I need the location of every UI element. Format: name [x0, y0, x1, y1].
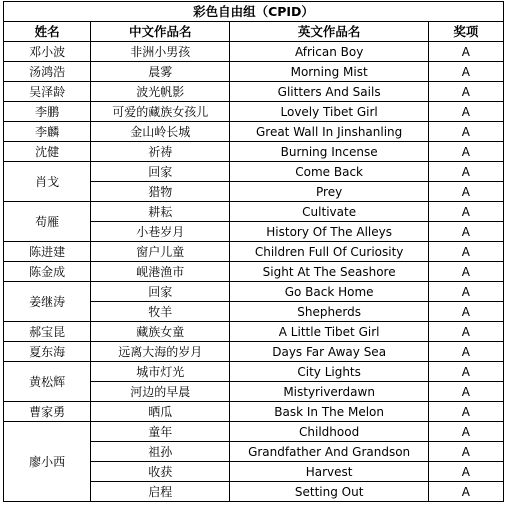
en-title: Cultivate: [230, 202, 428, 222]
header-row: [4, 22, 504, 42]
cn-title: 猎物: [91, 182, 230, 202]
cn-title: 可爱的藏族女孩儿: [91, 102, 230, 122]
award: A: [428, 162, 503, 182]
en-title: Shepherds: [230, 302, 428, 322]
en-title: City Lights: [230, 362, 428, 382]
cn-title: 回家: [91, 282, 230, 302]
award: A: [428, 202, 503, 222]
award: A: [428, 102, 503, 122]
award: A: [428, 482, 503, 502]
cn-title: 岘港渔市: [91, 262, 230, 282]
table-row: [4, 362, 504, 382]
en-title: Great Wall In Jinshanling: [230, 122, 428, 142]
awards-table: [3, 1, 504, 502]
en-title: Come Back: [230, 162, 428, 182]
award: A: [428, 122, 503, 142]
author-name: 苟雁: [4, 202, 91, 242]
table-row: [4, 282, 504, 302]
cn-title: 波光帆影: [91, 82, 230, 102]
award: A: [428, 402, 503, 422]
en-title: Children Full Of Curiosity: [230, 242, 428, 262]
award: A: [428, 182, 503, 202]
table-row: [4, 142, 504, 162]
cn-title: 晒瓜: [91, 402, 230, 422]
cn-title: 非洲小男孩: [91, 42, 230, 62]
table-row: [4, 42, 504, 62]
award: A: [428, 422, 503, 442]
author-name: 陈金成: [4, 262, 91, 282]
en-title: Mistyriverdawn: [230, 382, 428, 402]
cn-title: 金山岭长城: [91, 122, 230, 142]
table-title: 彩色自由组（CPID）: [4, 2, 504, 22]
cn-title: 回家: [91, 162, 230, 182]
author-name: 李鹏: [4, 102, 91, 122]
en-title: History Of The Alleys: [230, 222, 428, 242]
cn-title: 小巷岁月: [91, 222, 230, 242]
table-row: [4, 202, 504, 222]
author-name: 邓小波: [4, 42, 91, 62]
author-name: 廖小西: [4, 422, 91, 502]
cn-title: 收获: [91, 462, 230, 482]
table-title-row: [4, 2, 504, 22]
award: A: [428, 282, 503, 302]
en-title: Harvest: [230, 462, 428, 482]
award: A: [428, 82, 503, 102]
header-en-title: 英文作品名: [230, 22, 428, 42]
en-title: Prey: [230, 182, 428, 202]
cn-title: 晨雾: [91, 62, 230, 82]
author-name: 夏东海: [4, 342, 91, 362]
author-name: 肖戈: [4, 162, 91, 202]
author-name: 姜继涛: [4, 282, 91, 322]
table-row: [4, 122, 504, 142]
author-name: 汤鸿浩: [4, 62, 91, 82]
en-title: Bask In The Melon: [230, 402, 428, 422]
award: A: [428, 342, 503, 362]
table-row: [4, 402, 504, 422]
en-title: Sight At The Seashore: [230, 262, 428, 282]
author-name: 吴泽龄: [4, 82, 91, 102]
table-row: [4, 262, 504, 282]
cn-title: 祖孙: [91, 442, 230, 462]
table-row: [4, 342, 504, 362]
author-name: 陈进建: [4, 242, 91, 262]
cn-title: 牧羊: [91, 302, 230, 322]
header-cn-title: 中文作品名: [91, 22, 230, 42]
en-title: Grandfather And Grandson: [230, 442, 428, 462]
en-title: Go Back Home: [230, 282, 428, 302]
table-row: [4, 422, 504, 442]
en-title: African Boy: [230, 42, 428, 62]
award: A: [428, 262, 503, 282]
header-name: 姓名: [4, 22, 91, 42]
author-name: 郝宝昆: [4, 322, 91, 342]
author-name: 李麟: [4, 122, 91, 142]
award: A: [428, 462, 503, 482]
award: A: [428, 222, 503, 242]
cn-title: 窗户儿童: [91, 242, 230, 262]
cn-title: 祈祷: [91, 142, 230, 162]
en-title: Lovely Tibet Girl: [230, 102, 428, 122]
cn-title: 河边的早晨: [91, 382, 230, 402]
table-row: [4, 62, 504, 82]
cn-title: 童年: [91, 422, 230, 442]
award: A: [428, 302, 503, 322]
table-row: [4, 162, 504, 182]
author-name: 黄松辉: [4, 362, 91, 402]
en-title: Days Far Away Sea: [230, 342, 428, 362]
table-row: [4, 82, 504, 102]
cn-title: 耕耘: [91, 202, 230, 222]
table-row: [4, 242, 504, 262]
award: A: [428, 42, 503, 62]
author-name: 沈健: [4, 142, 91, 162]
award: A: [428, 62, 503, 82]
award: A: [428, 442, 503, 462]
table-row: [4, 322, 504, 342]
award: A: [428, 382, 503, 402]
cn-title: 远离大海的岁月: [91, 342, 230, 362]
cn-title: 城市灯光: [91, 362, 230, 382]
cn-title: 启程: [91, 482, 230, 502]
award: A: [428, 242, 503, 262]
en-title: A Little Tibet Girl: [230, 322, 428, 342]
award: A: [428, 362, 503, 382]
author-name: 曹家勇: [4, 402, 91, 422]
header-award: 奖项: [428, 22, 503, 42]
en-title: Childhood: [230, 422, 428, 442]
table-row: [4, 102, 504, 122]
table-body: [4, 42, 504, 502]
en-title: Setting Out: [230, 482, 428, 502]
award: A: [428, 322, 503, 342]
cn-title: 藏族女童: [91, 322, 230, 342]
en-title: Burning Incense: [230, 142, 428, 162]
en-title: Glitters And Sails: [230, 82, 428, 102]
en-title: Morning Mist: [230, 62, 428, 82]
award: A: [428, 142, 503, 162]
